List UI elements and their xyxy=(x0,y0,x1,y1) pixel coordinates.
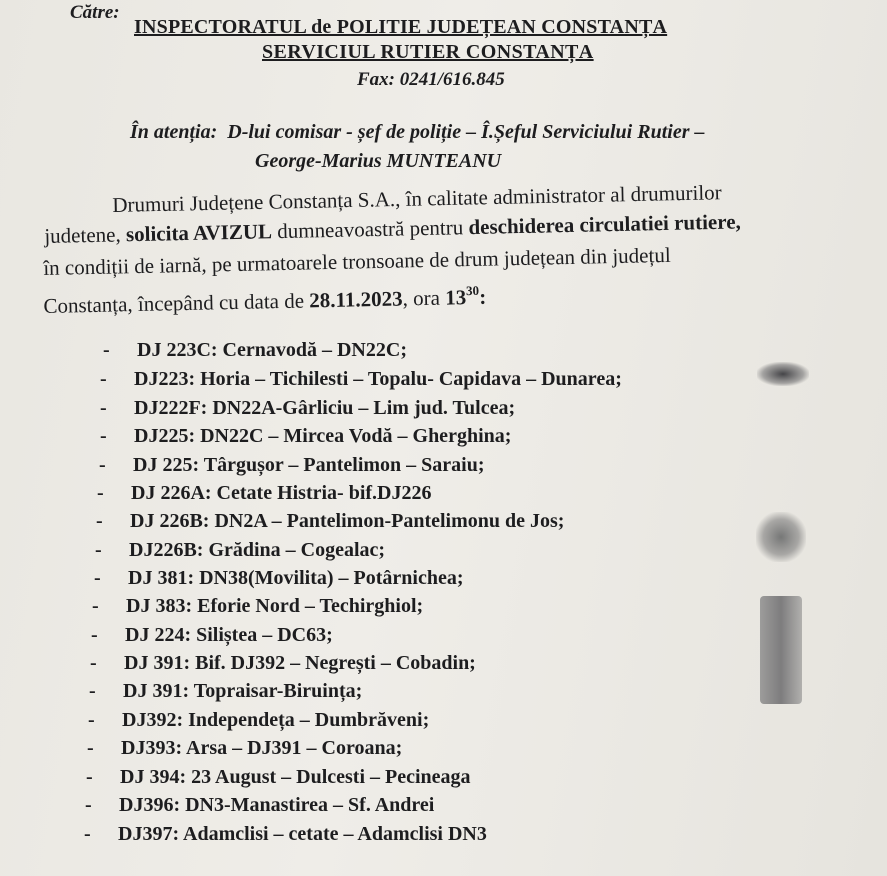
road-section-text: DJ397: Adamclisi – cetate – Adamclisi DN3 xyxy=(118,823,487,845)
start-hour: 13 xyxy=(444,285,467,310)
road-list-item xyxy=(87,737,402,760)
road-list-item xyxy=(86,766,471,789)
road-list-item xyxy=(89,680,362,703)
road-list-item xyxy=(100,425,511,448)
road-list-item xyxy=(99,454,485,477)
list-bullet: - xyxy=(91,624,98,646)
road-section-text: DJ392: Independeța – Dumbrăveni; xyxy=(122,709,430,731)
ink-smudge-2 xyxy=(756,512,806,562)
body-line-4 xyxy=(43,276,486,321)
attention-line-2: George-Marius MUNTEANU xyxy=(255,150,502,172)
ink-smudge-3 xyxy=(760,596,802,704)
fax-number: Fax: 0241/616.845 xyxy=(357,69,505,90)
road-section-text: DJ226B: Grădina – Cogealac; xyxy=(129,539,386,561)
road-section-text: DJ222F: DN22A-Gârliciu – Lim jud. Tulcea; xyxy=(134,397,516,419)
road-section-text: DJ 383: Eforie Nord – Techirghiol; xyxy=(126,595,424,617)
road-section-text: DJ 381: DN38(Movilita) – Potârnichea; xyxy=(128,567,464,589)
body-text: : xyxy=(478,284,487,309)
road-section-text: DJ 394: 23 August – Dulcesti – Pecineaga xyxy=(120,766,471,788)
body-text: dumneavoastră pentru xyxy=(271,215,469,244)
road-list-item xyxy=(103,339,407,362)
list-bullet: - xyxy=(86,766,93,788)
list-bullet: - xyxy=(95,539,102,561)
institution-name: INSPECTORATUL de POLITIE JUDEȚEAN CONSTANȚA xyxy=(134,16,668,38)
list-bullet: - xyxy=(99,454,106,476)
attention-line-1 xyxy=(130,121,704,144)
list-bullet: - xyxy=(87,737,94,759)
list-bullet: - xyxy=(89,680,96,702)
road-list-item xyxy=(96,510,564,533)
road-list-item xyxy=(100,397,515,420)
list-bullet: - xyxy=(88,709,95,731)
body-text: judetene, xyxy=(44,222,127,248)
ink-smudge-1 xyxy=(757,362,809,386)
road-section-text: DJ 226B: DN2A – Pantelimon-Pantelimonu de Jos; xyxy=(130,510,565,532)
recipient-label: Către: xyxy=(70,2,120,23)
body-text: în condiții de iarnă, pe urmatoarele tronsoane de drum județean din județul xyxy=(43,242,671,280)
start-minutes: 30 xyxy=(465,282,480,299)
body-text: Constanța, începând cu data de xyxy=(43,288,310,318)
attention-recipient: D-lui comisar - șef de poliție – Î.Șeful Serviciului Rutier – xyxy=(227,121,705,143)
body-text: Drumuri Județene Constanța S.A., în calitate administrator al drumurilor xyxy=(112,180,722,217)
list-bullet: - xyxy=(103,339,110,361)
road-list-item xyxy=(100,368,622,391)
road-list-item xyxy=(95,539,385,562)
road-section-text: DJ 224: Siliștea – DC63; xyxy=(125,624,333,646)
body-text: , ora xyxy=(402,285,446,311)
attention-prefix: În atenția: xyxy=(130,121,218,143)
road-list-item xyxy=(84,823,487,846)
list-bullet: - xyxy=(100,425,107,447)
road-section-text: DJ225: DN22C – Mircea Vodă – Gherghina; xyxy=(134,425,512,447)
start-date: 28.11.2023 xyxy=(309,286,403,313)
list-bullet: - xyxy=(100,368,107,390)
road-section-text: DJ 225: Târgușor – Pantelimon – Saraiu; xyxy=(133,454,485,476)
road-list-item xyxy=(85,794,434,817)
road-section-text: DJ396: DN3-Manastirea – Sf. Andrei xyxy=(119,794,435,816)
list-bullet: - xyxy=(90,652,97,674)
road-section-text: DJ 391: Topraisar-Biruința; xyxy=(123,680,363,702)
road-list-item xyxy=(88,709,429,732)
road-list-item xyxy=(97,482,432,505)
list-bullet: - xyxy=(84,823,91,845)
list-bullet: - xyxy=(85,794,92,816)
list-bullet: - xyxy=(96,510,103,532)
request-emphasis: solicita AVIZUL xyxy=(125,219,273,247)
purpose-emphasis: deschiderea circulatiei rutiere, xyxy=(468,209,741,240)
road-list-item xyxy=(92,595,423,618)
service-name: SERVICIUL RUTIER CONSTANȚA xyxy=(262,41,594,63)
list-bullet: - xyxy=(100,397,107,419)
road-list-item xyxy=(90,652,476,675)
road-section-text: DJ 391: Bif. DJ392 – Negrești – Cobadin; xyxy=(124,652,476,674)
road-list-item xyxy=(94,567,464,590)
road-section-text: DJ 226A: Cetate Histria- bif.DJ226 xyxy=(131,482,432,504)
list-bullet: - xyxy=(92,595,99,617)
list-bullet: - xyxy=(94,567,101,589)
road-section-text: DJ 223C: Cernavodă – DN22C; xyxy=(137,339,407,361)
road-list-item xyxy=(91,624,333,647)
road-section-text: DJ223: Horia – Tichilesti – Topalu- Capidava – Dunarea; xyxy=(134,368,622,390)
road-section-text: DJ393: Arsa – DJ391 – Coroana; xyxy=(121,737,403,759)
list-bullet: - xyxy=(97,482,104,504)
